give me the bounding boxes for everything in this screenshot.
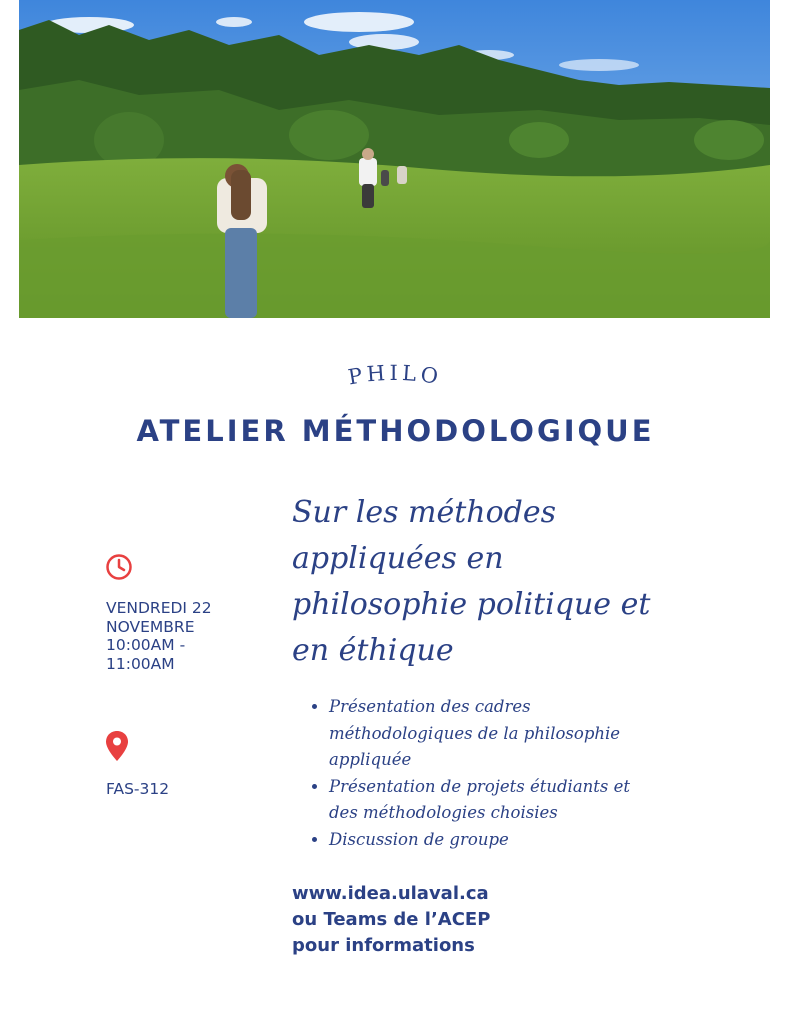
website-link[interactable]: www.idea.ulaval.ca <box>292 883 489 904</box>
agenda-list <box>306 694 709 853</box>
contact-info <box>292 881 490 959</box>
agenda-item <box>329 694 709 774</box>
agenda-item-line: Présentation de projets étudiants et <box>329 776 631 796</box>
subtitle-line: philosophie politique et <box>292 587 651 622</box>
kicker-label: PHILO <box>346 360 444 390</box>
clock-icon <box>104 552 134 582</box>
kicker-arc-text <box>295 352 495 402</box>
subtitle-line: appliquées en <box>292 541 504 576</box>
contact-line: pour informations <box>292 935 475 956</box>
agenda-item <box>329 774 709 827</box>
agenda-item-line: des méthodologies choisies <box>329 803 558 822</box>
time-line: 11:00AM <box>106 654 175 673</box>
svg-text:PHILO <box>346 361 443 390</box>
header-photo-meadow <box>19 0 770 318</box>
agenda-item-line: Discussion de groupe <box>329 829 509 849</box>
date-line: NOVEMBRE <box>106 617 195 636</box>
subtitle-line: Sur les méthodes <box>292 495 557 530</box>
event-datetime <box>106 599 212 673</box>
location-pin-icon <box>104 730 130 762</box>
subtitle-line: en éthique <box>292 633 454 668</box>
event-location: FAS-312 <box>106 780 170 798</box>
time-line: 10:00AM - <box>106 636 186 654</box>
agenda-item-line: méthodologiques de la philosophie <box>329 723 621 743</box>
agenda-item <box>329 827 709 854</box>
agenda-item-line: appliquée <box>329 750 412 769</box>
workshop-subtitle <box>292 490 712 674</box>
agenda-item-line: Présentation des cadres <box>329 697 531 716</box>
page-title: ATELIER MÉTHODOLOGIQUE <box>136 414 655 448</box>
date-line: VENDREDI 22 <box>106 599 212 617</box>
contact-line: ou Teams de l’ACEP <box>292 909 491 930</box>
